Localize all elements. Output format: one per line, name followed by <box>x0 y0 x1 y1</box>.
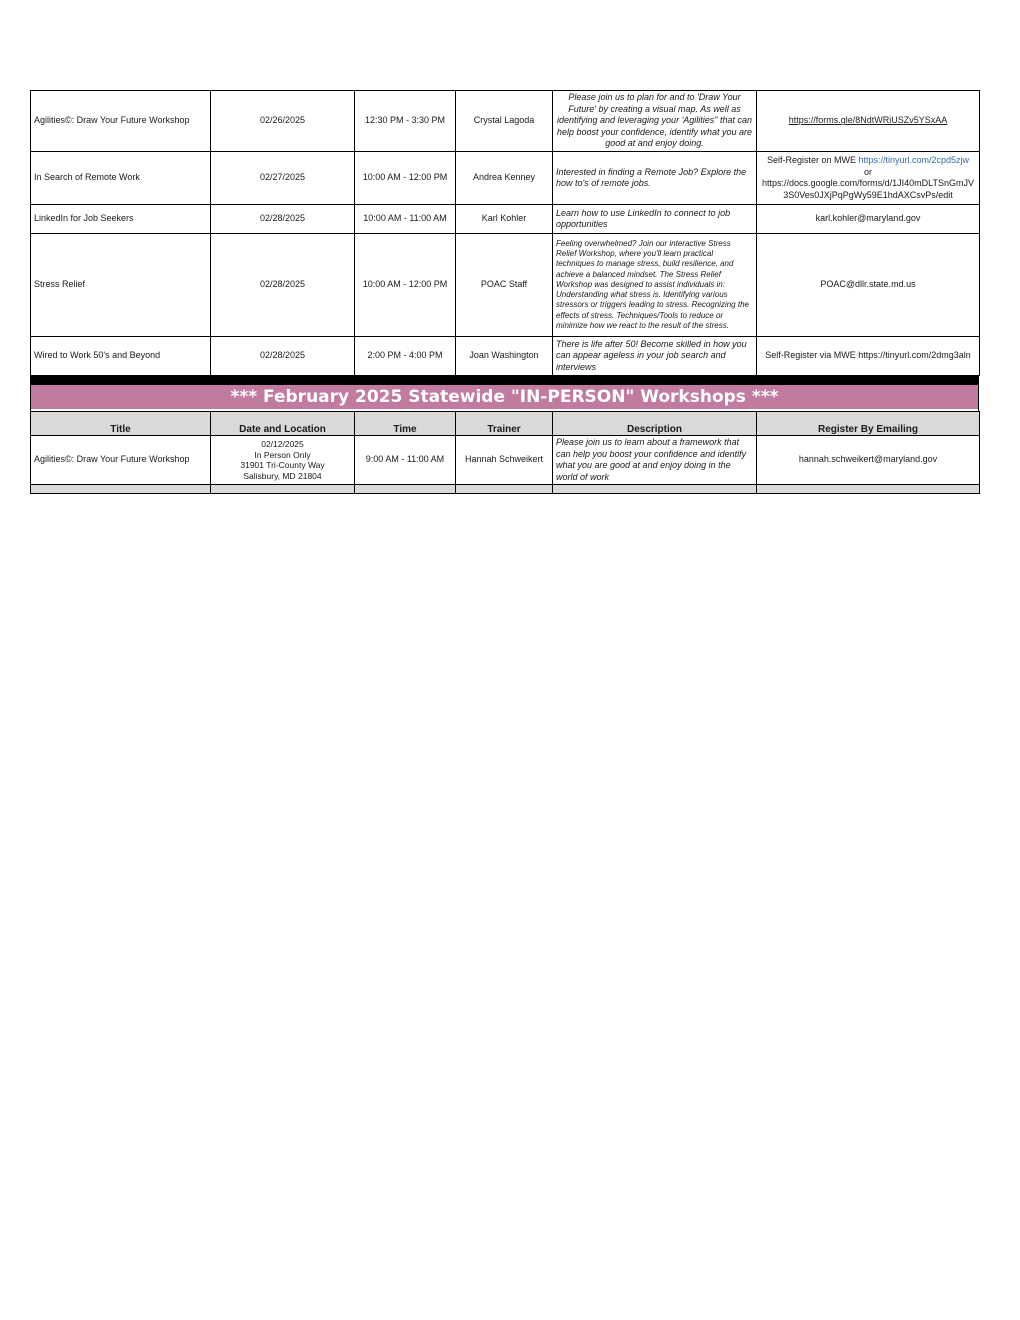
table-row <box>31 234 980 337</box>
workshop-date: 02/28/2025 <box>211 205 355 234</box>
table-row <box>31 91 980 152</box>
workshop-time: 10:00 AM - 11:00 AM <box>355 205 456 234</box>
location-line: 31901 Tri-County Way <box>240 460 325 470</box>
register-link[interactable]: https://forms.gle/8NdtWRiUSZv5YSxAA <box>788 115 948 126</box>
column-header-description: Description <box>553 412 757 436</box>
column-header-trainer: Trainer <box>456 412 553 436</box>
empty-cell <box>31 485 211 494</box>
column-header-date-location: Date and Location <box>211 412 355 436</box>
workshop-trainer: POAC Staff <box>456 234 553 337</box>
workshop-trainer: Crystal Lagoda <box>456 91 553 152</box>
register-email[interactable]: POAC@dllr.state.md.us <box>757 234 980 337</box>
table-row <box>31 152 980 205</box>
location-line: In Person Only <box>254 449 311 460</box>
empty-cell <box>757 485 980 494</box>
column-header-register: Register By Emailing <box>757 412 980 436</box>
register-email[interactable]: karl.kohler@maryland.gov <box>757 205 980 234</box>
register-or: or <box>863 166 872 177</box>
workshop-description: Interested in finding a Remote Job? Explore the how to's of remote jobs. <box>553 152 757 205</box>
register-alt-link[interactable]: https://docs.google.com/forms/d/1JI40mDLTSnGmJV3S0Ves0JXjPqPgWy59E1hdAXCsvPs/edit <box>762 178 974 200</box>
workshop-description: Feeling overwhelmed? Join our interactive Stress Relief Workshop, where you'll learn practical techniques to manage stress, build resilience, and achieve a balanced mindset. The Stress Relief Workshop was designed to assist individuals in: Understanding what stress is. Identifying various stressors or triggers leading to stress. Recognizing the effects of stress. Techniques/Tools to reduce or minimize how we react to the result of the stress. <box>553 234 757 337</box>
workshop-trainer: Joan Washington <box>456 337 553 376</box>
empty-cell <box>211 485 355 494</box>
register-cell[interactable]: Self-Register via MWE https://tinyurl.com/2dmg3aln <box>757 337 980 376</box>
table-row <box>31 436 980 485</box>
in-person-workshops-table <box>30 411 980 494</box>
empty-cell <box>456 485 553 494</box>
workshop-trainer: Hannah Schweikert <box>456 436 553 485</box>
workshop-time: 10:00 AM - 12:00 PM <box>355 152 456 205</box>
register-prefix: Self-Register on MWE <box>766 155 859 165</box>
header-row <box>31 412 980 436</box>
workshop-title: Wired to Work 50's and Beyond <box>31 337 211 376</box>
workshop-schedule-sheet <box>30 90 979 494</box>
in-person-section-banner: *** February 2025 Statewide "IN-PERSON" Workshops *** <box>30 385 979 409</box>
workshop-date-location <box>211 436 355 485</box>
register-cell <box>757 152 980 205</box>
register-email[interactable]: hannah.schweikert@maryland.gov <box>757 436 980 485</box>
table-row-empty <box>31 485 980 494</box>
workshop-title: LinkedIn for Job Seekers <box>31 205 211 234</box>
workshop-description: Please join us to plan for and to 'Draw Your Future' by creating a visual map. As well as identifying and leveraging your 'Agilities" that can help boost your confidence, identify what you are good at and enjoy doing. <box>553 91 757 152</box>
workshop-title: Agilities©: Draw Your Future Workshop <box>31 436 211 485</box>
workshop-date: 02/12/2025 <box>261 439 304 449</box>
workshop-trainer: Karl Kohler <box>456 205 553 234</box>
register-cell <box>757 91 980 152</box>
workshop-date: 02/26/2025 <box>211 91 355 152</box>
workshop-date: 02/28/2025 <box>211 337 355 376</box>
workshop-description: There is life after 50! Become skilled in how you can appear ageless in your job search and interviews <box>553 337 757 376</box>
workshop-time: 10:00 AM - 12:00 PM <box>355 234 456 337</box>
virtual-workshops-table <box>30 90 980 376</box>
section-divider <box>30 376 979 385</box>
workshop-title: Agilities©: Draw Your Future Workshop <box>31 91 211 152</box>
workshop-description: Learn how to use LinkedIn to connect to job opportunities <box>553 205 757 234</box>
location-line: Salisbury, MD 21804 <box>243 470 322 481</box>
workshop-date: 02/28/2025 <box>211 234 355 337</box>
table-row <box>31 205 980 234</box>
empty-cell <box>355 485 456 494</box>
column-header-title: Title <box>31 412 211 436</box>
column-header-time: Time <box>355 412 456 436</box>
register-link[interactable]: https://tinyurl.com/2cpd5zjw <box>858 155 970 165</box>
workshop-title: Stress Relief <box>31 234 211 337</box>
workshop-title: In Search of Remote Work <box>31 152 211 205</box>
table-row <box>31 337 980 376</box>
workshop-description: Please join us to learn about a framework that can help you boost your confidence and identify what you are good at and enjoy doing in the world of work <box>553 436 757 485</box>
empty-cell <box>553 485 757 494</box>
workshop-date: 02/27/2025 <box>211 152 355 205</box>
workshop-time: 9:00 AM - 11:00 AM <box>355 436 456 485</box>
workshop-trainer: Andrea Kenney <box>456 152 553 205</box>
workshop-time: 12:30 PM - 3:30 PM <box>355 91 456 152</box>
workshop-time: 2:00 PM - 4:00 PM <box>355 337 456 376</box>
